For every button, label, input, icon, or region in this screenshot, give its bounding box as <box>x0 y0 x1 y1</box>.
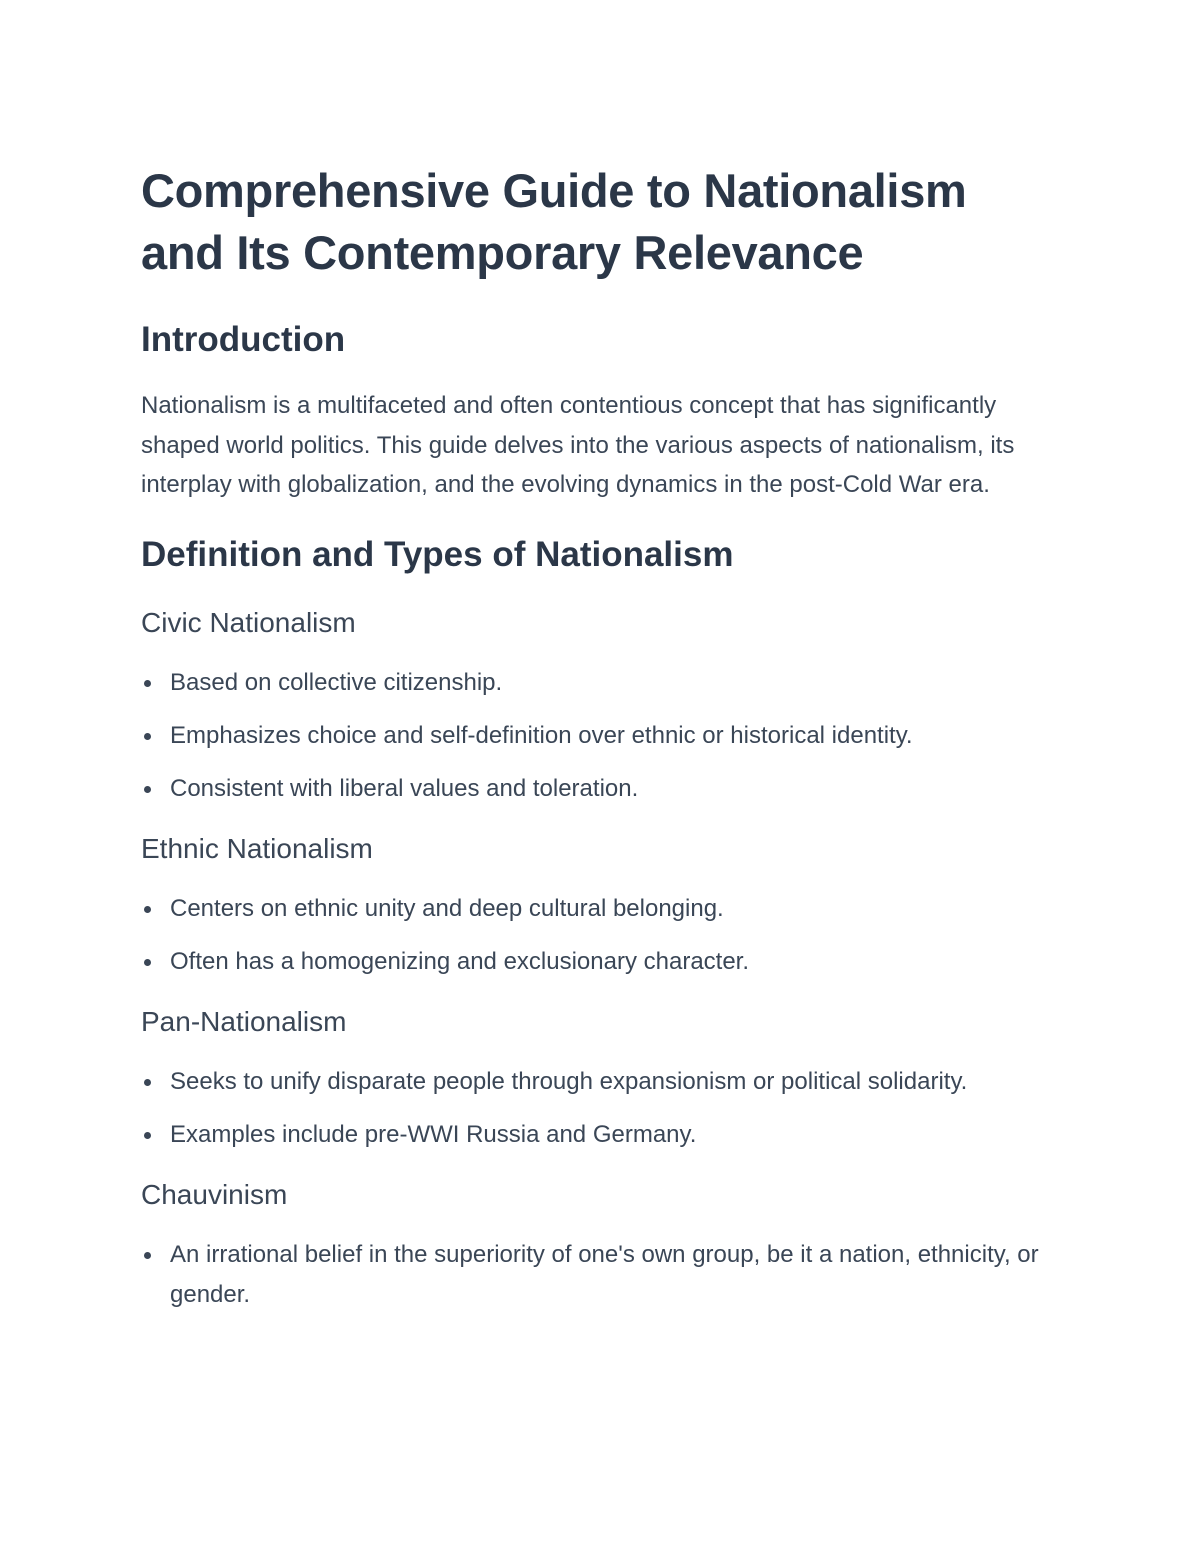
list-item-text: An irrational belief in the superiority of one's own group, be it a nation, ethnicity, or gender. <box>170 1240 1039 1308</box>
pan-nationalism-heading: Pan-Nationalism <box>141 1005 347 1037</box>
chauvinism-heading: Chauvinism <box>141 1178 288 1210</box>
list-item-text: Centers on ethnic unity and deep cultural belonging. <box>170 894 724 922</box>
list-item <box>141 942 1061 982</box>
civic-nationalism-heading: Civic Nationalism <box>141 606 356 638</box>
civic-nationalism-list <box>141 663 1061 809</box>
list-item-text: Seeks to unify disparate people through expansionism or political solidarity. <box>170 1067 968 1095</box>
list-item <box>141 716 1061 756</box>
pan-nationalism-list <box>141 1062 1061 1155</box>
list-item-text: Consistent with liberal values and toleration. <box>170 774 639 802</box>
list-item-text: Based on collective citizenship. <box>170 668 503 696</box>
list-item <box>141 889 1061 929</box>
bullet-icon <box>144 1252 151 1259</box>
bullet-icon <box>144 733 151 740</box>
list-item <box>141 1235 1061 1315</box>
list-item-text: Emphasizes choice and self-definition over ethnic or historical identity. <box>170 721 913 749</box>
bullet-icon <box>144 1079 151 1086</box>
bullet-icon <box>144 680 151 687</box>
list-item <box>141 1062 1061 1102</box>
bullet-icon <box>144 906 151 913</box>
list-item <box>141 663 1061 703</box>
ethnic-nationalism-list <box>141 889 1061 982</box>
list-item-text: Often has a homogenizing and exclusionary character. <box>170 947 750 975</box>
document-page <box>141 160 1061 1315</box>
bullet-icon <box>144 959 151 966</box>
list-item <box>141 1115 1061 1155</box>
definitions-heading: Definition and Types of Nationalism <box>141 534 734 574</box>
introduction-heading: Introduction <box>141 320 346 359</box>
ethnic-nationalism-heading: Ethnic Nationalism <box>141 832 373 864</box>
bullet-icon <box>144 1132 151 1139</box>
document-title: Comprehensive Guide to Nationalism and Its Contemporary Relevance <box>141 164 967 279</box>
introduction-paragraph: Nationalism is a multifaceted and often contentious concept that has significantly shaped world politics. This guide delves into the various aspects of nationalism, its interplay with globalization, and the evolving dynamics in the post-Cold War era. <box>141 392 1015 498</box>
chauvinism-list <box>141 1235 1061 1315</box>
list-item <box>141 769 1061 809</box>
list-item-text: Examples include pre-WWI Russia and Germany. <box>170 1120 697 1148</box>
bullet-icon <box>144 786 151 793</box>
